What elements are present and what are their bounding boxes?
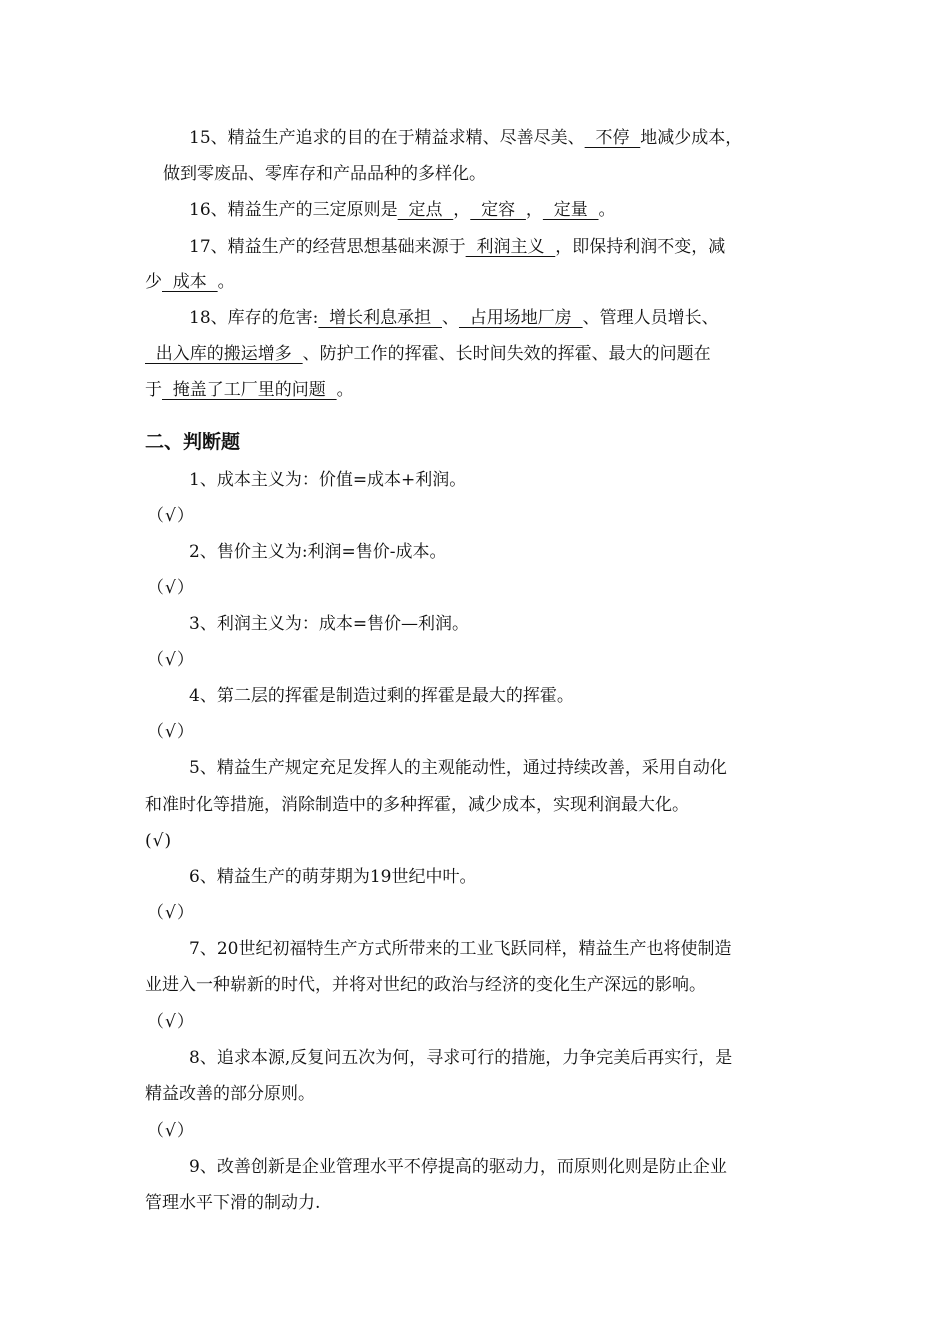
q18-blank-2: 占用场地厂房 — [458, 308, 583, 328]
q17-text-end: ，即保持利润不变，减 — [555, 237, 726, 257]
judgment-5-answer: (√) — [145, 831, 173, 851]
judgment-6-answer: （√） — [147, 903, 195, 923]
q15-text-end: 地减少成本， — [640, 128, 743, 148]
q18-line1-end: 、管理人员增长、 — [582, 308, 719, 328]
judgment-2-answer: （√） — [147, 578, 195, 598]
q16-blank-2: 定容 — [470, 200, 526, 220]
q16-sep-1: ， — [453, 200, 471, 220]
judgment-4-answer: （√） — [147, 722, 195, 742]
question-18-line-1 — [189, 306, 719, 330]
judgment-9-text-line-2: 管理水平下滑的制动力. — [145, 1193, 321, 1213]
section-heading-judgment: 二、判断题 — [145, 431, 241, 453]
judgment-5-text-line-1: 5、精益生产规定充足发挥人的主观能动性，通过持续改善，采用自动化 — [189, 758, 727, 778]
q15-text: 15、精益生产追求的目的在于精益求精、尽善尽美、 — [189, 128, 585, 148]
q18-text: 18、库存的危害: — [189, 308, 319, 328]
q18-sep-1: 、 — [441, 308, 459, 328]
q16-end: 。 — [598, 200, 616, 220]
judgment-1-answer: （√） — [147, 506, 195, 526]
judgment-3-answer: （√） — [147, 650, 195, 670]
question-15-line-2: 做到零废品、零库存和产品品种的多样化。 — [163, 164, 486, 184]
q18-blank-4: 掩盖了工厂里的问题 — [162, 380, 337, 400]
judgment-7-text-line-2: 业进入一种崭新的时代，并将对世纪的政治与经济的变化生产深远的影响。 — [145, 975, 706, 995]
q16-sep-2: ， — [525, 200, 543, 220]
judgment-7-text-line-1: 7、20世纪初福特生产方式所带来的工业飞跃同样，精益生产也将使制造 — [189, 939, 732, 959]
q16-text: 16、精益生产的三定原则是 — [189, 200, 398, 220]
q18-blank-1: 增长利息承担 — [318, 308, 442, 328]
q18-blank-3: 出入库的搬运增多 — [145, 344, 303, 364]
q17-line2-start: 少 — [145, 272, 162, 292]
q18-line3-end: 。 — [336, 380, 354, 400]
judgment-7-answer: （√） — [147, 1012, 195, 1032]
question-15-line-1 — [189, 126, 742, 150]
judgment-4-text: 4、第二层的挥霍是制造过剩的挥霍是最大的挥霍。 — [189, 686, 574, 706]
question-17-line-1 — [189, 235, 725, 259]
question-16 — [189, 198, 616, 222]
q16-blank-3: 定量 — [542, 200, 599, 220]
question-18-line-3 — [145, 378, 354, 402]
question-17-line-2 — [145, 270, 235, 294]
judgment-1-text: 1、成本主义为：价值=成本+利润。 — [189, 470, 467, 490]
q16-blank-1: 定点 — [397, 200, 454, 220]
judgment-8-answer: （√） — [147, 1121, 195, 1141]
judgment-6-text: 6、精益生产的萌芽期为19世纪中叶。 — [189, 867, 477, 887]
judgment-2-text: 2、售价主义为:利润=售价-成本。 — [189, 542, 447, 562]
q17-blank-1: 利润主义 — [465, 237, 556, 257]
q17-line2-end: 。 — [217, 272, 235, 292]
judgment-3-text: 3、利润主义为：成本=售价—利润。 — [189, 614, 470, 634]
judgment-8-text-line-1: 8、追求本源,反复问五次为何，寻求可行的措施，力争完美后再实行，是 — [189, 1048, 733, 1068]
q17-blank-2: 成本 — [162, 272, 218, 292]
judgment-8-text-line-2: 精益改善的部分原则。 — [145, 1084, 315, 1104]
q18-line3-start: 于 — [145, 380, 162, 400]
judgment-5-text-line-2: 和准时化等措施，消除制造中的多种挥霍，减少成本，实现利润最大化。 — [145, 795, 689, 815]
q18-line2-end: 、防护工作的挥霍、长时间失效的挥霍、最大的问题在 — [302, 344, 711, 364]
q17-text: 17、精益生产的经营思想基础来源于 — [189, 237, 466, 257]
judgment-9-text-line-1: 9、改善创新是企业管理水平不停提高的驱动力，而原则化则是防止企业 — [189, 1157, 727, 1177]
question-18-line-2 — [145, 342, 711, 366]
q15-blank-1: 不停 — [584, 128, 641, 148]
